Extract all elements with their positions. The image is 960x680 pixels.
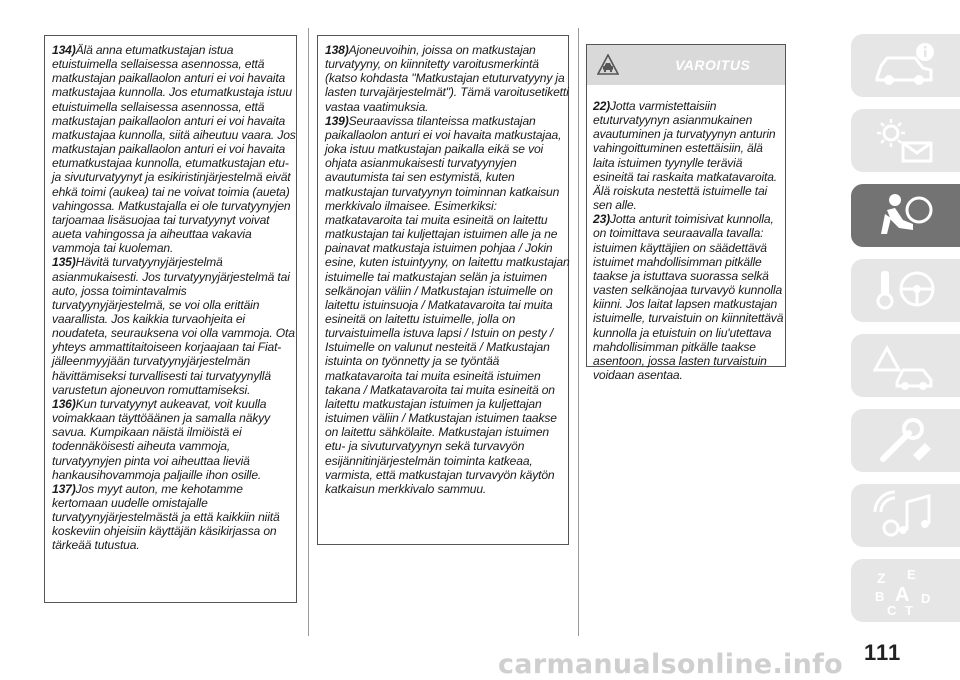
warning-23: 23)Jotta anturit toimisivat kunnolla, on toimittava seuraavalla tavalla: istuimen käyttäjien on säädettävä istuimet mahdollisimman pitkälle taakse ja istuttava suorassa selkä vasten selkänojaa turvavyö kunnolla kiinni. Jos laitat lapsen matkustajan istuimelle, turvaistuin on kiinnitettävä kunnolla ja etuistuin on liu'utettava mahdollisimman pitkälle taakse asentoon, jossa lasten turvaistuin voidaan asentaa. xyxy=(593,212,784,382)
alphabet-index-icon xyxy=(873,565,937,617)
tab-car-info[interactable] xyxy=(851,34,960,97)
chapter-tabs xyxy=(851,34,960,634)
note-137: 137)Jos myyt auton, me kehotamme kertomaan uudelle omistajalle turvatyynyjärjestelmästä ja että kaikkiin niitä koskeviin ohjeisiin käyttäjän käsikirjassa on tärkeää tutustua. xyxy=(52,481,280,553)
service-wrench-icon xyxy=(873,415,937,467)
column-divider-2 xyxy=(578,28,579,636)
notes-box-2 xyxy=(317,35,569,545)
note-138: 138)Ajoneuvoihin, joissa on matkustajan turvatyyny, on kiinnitetty varoitusmerkintä (katso kohdasta "Matkustajan etuturvatyyny ja lasten turvajärjestelmät"). Tämä varoitusetiketti vastaa vaatimuksia. xyxy=(325,43,569,114)
svg-text:A: A xyxy=(895,584,910,606)
note-136: 136)Kun turvatyynyt aukeavat, voit kuulla voimakkaan täyttöäänen ja samalla näkyy savua. Kumpikaan näistä ilmiöistä ei todennäköisesti aiheuta vammoja, turvatyynyjen pinta voi aiheuttaa lieviä hankausihovammoja paljaille ihon osille. xyxy=(52,396,271,482)
watermark: carmanualsonline.info xyxy=(498,649,844,680)
dashboard-lights-icon xyxy=(873,115,937,167)
warning-box xyxy=(586,44,786,382)
note-139: 139)Seuraavissa tilanteissa matkustajan paikallaolon anturi ei voi havaita matkustajaa, joka istuu matkustajan paikalla eikä se voi ohjata asianmukaisesti turvatyynyjen avautumista tai sen estymistä, kuten matkustajan turvatyynyn toiminnan katkaisun merkkivalo ilmaisee. Esimerkiksi: matkatavaroita tai muita esineitä on laitettu matkustajan tai kuljettajan istuimen alle ja ne painavat matkustaja istuimen pohjaa / Jokin esine, kuten istuintyyny, on laitettu matkustajan istuimelle tai matkustajan selän ja istuimen selkänojan väliin / Matkustajan istuimelle on laitettu istuinsuoja / Matkatavaroita tai muita esineitä on laitettu istuimelle, jolla on turvaistuimella istuva lapsi / Istuin on pesty / Istuimelle on valunut nesteitä / Matkustajan istuinta on työnnetty ja se työntää matkatavaroita tai muita esineitä istuimen takana / Matkatavaroita tai muita esineitä on laitettu matkustajan istuimen ja kuljettajan istuimen väliin / Matkustajan istuimen taakse on laitettu sähkölaite. Matkustajan istuimen etu- ja sivuturvatyynyn sekä turvavyön esijännitinjärjestelmän toiminta katkeaa, varmista, että matkustajan turvavyön käytön katkaisun merkkivalo sammuu. xyxy=(325,113,570,496)
tab-multimedia[interactable] xyxy=(851,484,960,547)
warning-header xyxy=(587,45,785,85)
notes-text-1 xyxy=(45,36,299,553)
notes-box-1 xyxy=(44,35,297,603)
warning-car-icon xyxy=(597,54,619,76)
notes-text-2 xyxy=(318,36,571,496)
airbag-seat-icon xyxy=(873,190,937,242)
svg-text:B: B xyxy=(875,589,885,604)
tab-dashboard-lights[interactable] xyxy=(851,109,960,172)
svg-text:D: D xyxy=(921,591,931,606)
warning-text xyxy=(587,85,785,382)
warning-triangle-car-icon xyxy=(873,340,937,392)
music-radio-icon xyxy=(873,490,937,542)
key-steering-wheel-icon xyxy=(873,265,937,317)
tab-safety[interactable] xyxy=(851,184,960,247)
tab-service[interactable] xyxy=(851,409,960,472)
column-divider-1 xyxy=(308,28,309,636)
tab-starting-driving[interactable] xyxy=(851,259,960,322)
svg-text:Z: Z xyxy=(877,570,886,586)
svg-text:C: C xyxy=(887,603,897,617)
note-135: 135)Hävitä turvatyynyjärjestelmä asianmukaisesti. Jos turvatyynyjärjestelmä tai auto, jossa toimintavalmis turvatyynyjärjestelmä, se voi olla erittäin vaarallista. Jos kaikkia turvaohjeita ei noudateta, seurauksena voi olla vammoja. Ota yhteys ammattitaitoiseen korjaajaan tai Fiat-jälleenmyyjään turvatyynyjärjestelmän hävittämiseksi turvallisesti tai turvatyynyllä varustetun ajoneuvon romuttamiseksi. xyxy=(52,255,295,397)
page-number: 111 xyxy=(864,640,902,665)
tab-emergency[interactable] xyxy=(851,334,960,397)
svg-text:T: T xyxy=(905,603,913,617)
tab-index[interactable] xyxy=(851,559,960,622)
warning-22: 22)Jotta varmistettaisiin etuturvatyynyn asianmukainen avautuminen ja turvatyynyn anturin vahingoittuminen estettäisiin, älä laita istuimen tyynylle teräviä esineitä tai raskaita matkatavaroita. Älä roiskuta nestettä istuimelle tai sen alle. xyxy=(593,99,778,213)
car-info-icon xyxy=(873,40,937,92)
warning-title: VAROITUS xyxy=(675,57,751,73)
note-134: 134)Älä anna etumatkustajan istua etuistuimella sellaisessa asennossa, että matkustajan paikallaolon anturi ei voi havaita matkustajaa kunnolla. Jos etumatkustaja istuu etuistuimella sellaisessa asennossa, että matkustajan paikallaolon anturi ei voi havaita matkustajaa kunnolla, siitä aiheutuu vaara. Jos matkustajan paikallaolon anturi ei voi havaita etumatkustajaa kunnolla, etumatkustajan etu- ja sivuturvatyynyt ja esikiristinjärjestelmä eivät ehkä toimi (aukea) tai ne voivat toimia (aueta) vahingossa. Matkustajalla ei ole turvatyynyjen tarjoamaa lisäsuojaa tai turvatyynyt voivat aueta vahingossa ja aiheuttaa vakavia vammoja tai kuoleman. xyxy=(52,43,296,256)
svg-text:E: E xyxy=(907,567,916,582)
